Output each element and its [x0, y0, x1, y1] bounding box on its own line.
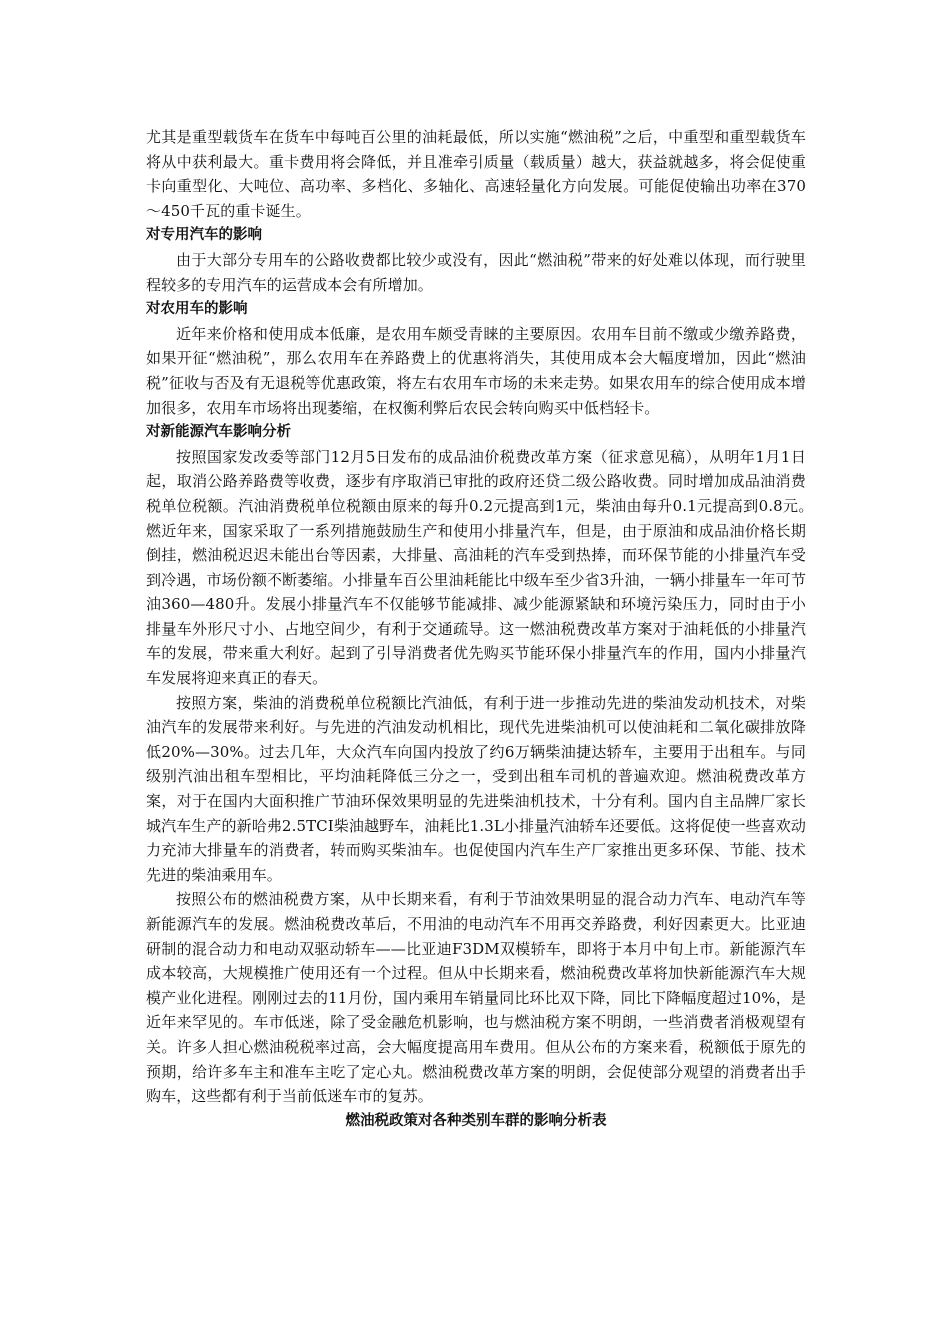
special-vehicles-paragraph: 由于大部分专用车的公路收费都比较少或没有，因此“燃油税”带来的好处难以体现，而行驶里程较多的专用汽车的运营成本会有所增加。: [146, 250, 806, 294]
new-energy-paragraph-2: 按照方案，柴油的消费税单位税额比汽油低，有利于进一步推动先进的柴油发动机技术，对柴油汽车的发展带来利好。与先进的汽油发动机相比，现代先进柴油机可以使油耗和二氧化碳排放降低20%—30%。过去几年，大众汽车向国内投放了约6万辆柴油捷达轿车，主要用于出租车。与同级别汽油出租车型相比，平均油耗降低三分之一，受到出租车司机的普遍欢迎。燃油税费改革方案，对于在国内大面积推广节油环保效果明显的先进柴油机技术，十分有利。国内自主品牌厂家长城汽车生产的新哈弗2.5TCI柴油越野车，油耗比1.3L小排量汽油轿车还要低。这将促使一些喜欢动力充沛大排量车的消费者，转而购买柴油车。也促使国内汽车生产厂家推出更多环保、节能、技术先进的柴油乘用车。: [146, 693, 806, 884]
section-heading-new-energy-vehicles: 对新能源汽车影响分析: [146, 424, 291, 441]
agricultural-vehicles-paragraph: 近年来价格和使用成本低廉，是农用车颇受青睐的主要原因。农用车目前不缴或少缴养路费，如果开征“燃油税”，那么农用车在养路费上的优惠将消失，其使用成本会大幅度增加，因此“燃油税”征收与否及有无退税等优惠政策，将左右农用车市场的未来走势。如果农用车的综合使用成本增加很多，农用车市场将出现萎缩，在权衡利弊后农民会转向购买中低档轻卡。: [146, 324, 806, 417]
section-heading-agricultural-vehicles: 对农用车的影响: [146, 301, 248, 318]
document-page: [146, 125, 822, 1133]
new-energy-paragraph-1: 按照国家发改委等部门12月5日发布的成品油价税费改革方案（征求意见稿），从明年1月1日起，取消公路养路费等收费，逐步有序取消已审批的政府还贷二级公路收费。同时增加成品油消费税单位税额。汽油消费税单位税额由原来的每升0.2元提高到1元，柴油由每升0.1元提高到0.8元。 燃近年来，国家采取了一系列措施鼓励生产和使用小排量汽车，但是，由于原油和成品油价格长期倒挂，燃油税迟迟未能出台等因素，大排量、高油耗的汽车受到热捧，而环保节能的小排量汽车受到冷遇，市场份额不断萎缩。小排量车百公里油耗能比中级车至少省3升油，一辆小排量车一年可节油360—480升。发展小排量汽车不仅能够节能减排、减少能源紧缺和环境污染压力，同时由于小排量车外形尺寸小、占地空间少，有利于交通疏导。这一燃油税费改革方案对于油耗低的小排量汽车的发展，带来重大利好。起到了引导消费者优先购买节能环保小排量汽车的作用，国内小排量汽车发展将迎来真正的春天。: [146, 447, 822, 688]
intro-paragraph: 尤其是重型载货车在货车中每吨百公里的油耗最低，所以实施“燃油税”之后，中重型和重型载货车将从中获利最大。重卡费用将会降低，并且准牵引质量（载质量）越大，获益就越多，将会促使重卡向重型化、大吨位、高功率、多档化、多轴化、高速轻量化方向发展。可能促使输出功率在370～450千瓦的重卡诞生。: [146, 128, 806, 220]
table-title: 燃油税政策对各种类别车群的影响分析表: [345, 1112, 607, 1129]
new-energy-paragraph-3: 按照公布的燃油税费方案，从中长期来看，有利于节油效果明显的混合动力汽车、电动汽车等新能源汽车的发展。燃油税费改革后，不用油的电动汽车不用再交养路费，利好因素更大。比亚迪研制的混合动力和电动双驱动轿车——比亚迪F3DM双模轿车，即将于本月中旬上市。新能源汽车成本较高，大规模推广使用还有一个过程。但从中长期来看，燃油税费改革将加快新能源汽车大规模产业化进程。刚刚过去的11月份，国内乘用车销量同比环比双下降，同比下降幅度超过10%，是近年来罕见的。车市低迷，除了受金融危机影响，也与燃油税方案不明朗，一些消费者消极观望有关。许多人担心燃油税税率过高，会大幅度提高用车费用。但从公布的方案来看，税额低于原先的预期，给许多车主和准车主吃了定心丸。燃油税费改革方案的明朗，会促使部分观望的消费者出手购车，这些都有利于当前低迷车市的复苏。: [146, 890, 806, 1106]
section-heading-special-vehicles: 对专用汽车的影响: [146, 227, 262, 244]
